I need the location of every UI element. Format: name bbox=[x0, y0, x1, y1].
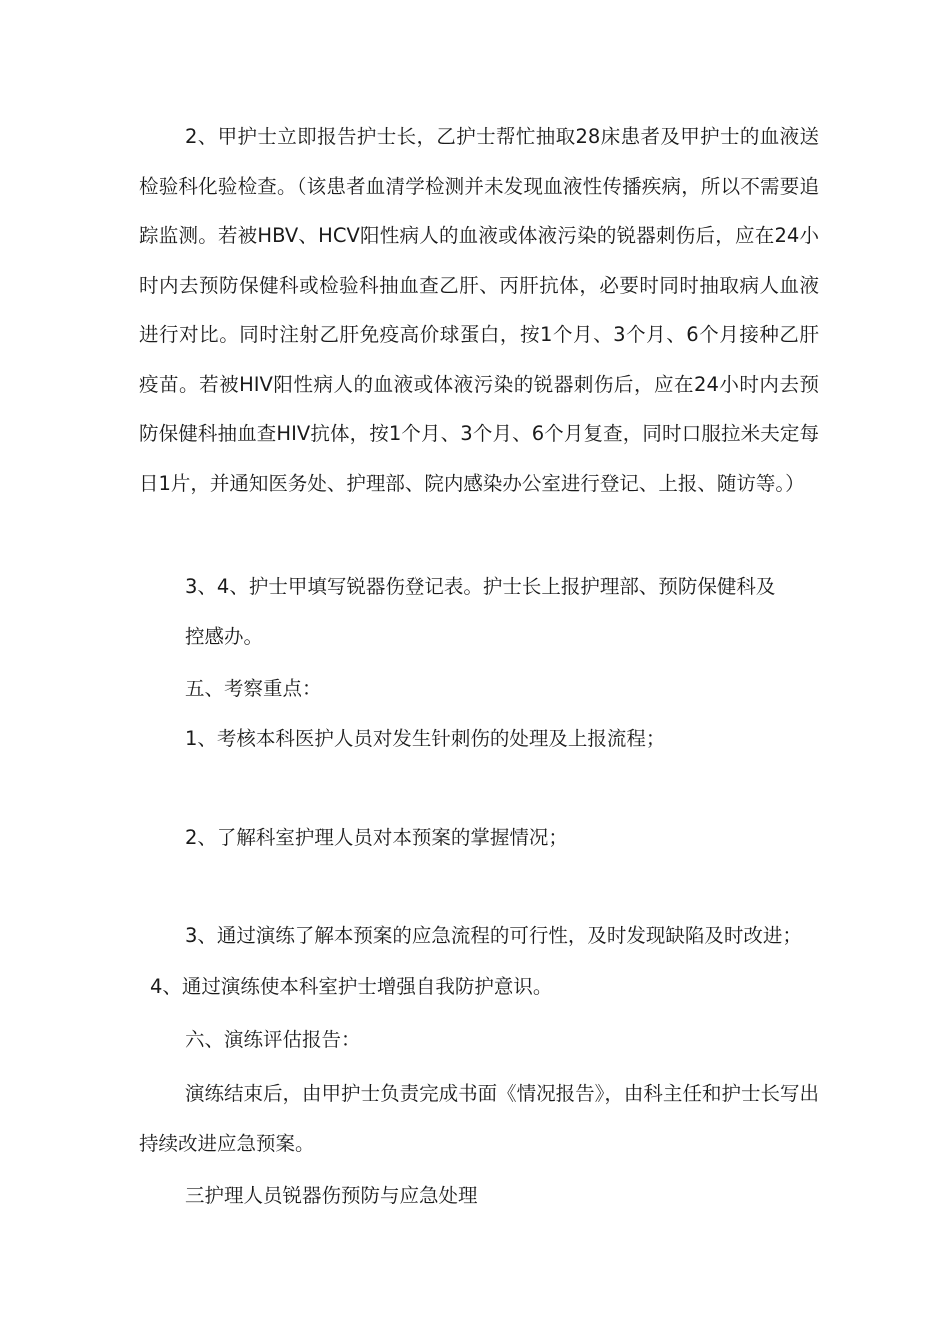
key-point-2: 2、了解科室护理人员对本预案的掌握情况； bbox=[185, 826, 568, 849]
paragraph-evaluation-report: 演练结束后，由甲护士负责完成书面《情况报告》，由科主任和护士长写出持续改进应急预案。 bbox=[139, 1082, 819, 1155]
section-heading-evaluation-report: 六、演练评估报告： bbox=[185, 1028, 361, 1051]
section-heading-key-points: 五、考察重点： bbox=[185, 677, 322, 700]
paragraph-blood-test-procedure: 2、甲护士立即报告护士长，乙护士帮忙抽取28床患者及甲护士的血液送检验科化验检查。（该患者血清学检测并未发现血液性传播疾病，所以不需要追踪监测。若被HBV、HCV阳性病人的血液或体液污染的锐器刺伤后，应在24小时内去预防保健科或检验科抽血查乙肝、丙肝抗体，必要时同时抽取病人血液进行对比。同时注射乙肝免疫高价球蛋白，按1个月、3个月、6个月接种乙肝疫苗。若被HIV阳性病人的血液或体液污染的锐器刺伤后，应在24小时内去预防保健科抽血查HIV抗体，按1个月、3个月、6个月复查，同时口服拉米夫定每日1片，并通知医务处、护理部、院内感染办公室进行登记、上报、随访等。） bbox=[139, 125, 819, 495]
paragraph-registration bbox=[139, 562, 819, 661]
paragraph-registration-line-2: 控感办。 bbox=[185, 624, 264, 648]
section-heading-sharps-injury: 三护理人员锐器伤预防与应急处理 bbox=[185, 1184, 478, 1207]
paragraph-registration-line-1: 3、4、护士甲填写锐器伤登记表。护士长上报护理部、预防保健科及 bbox=[185, 575, 776, 598]
key-point-4: 4、通过演练使本科室护士增强自我防护意识。 bbox=[150, 975, 553, 998]
key-point-3: 3、通过演练了解本预案的应急流程的可行性，及时发现缺陷及时改进； bbox=[185, 924, 802, 947]
key-point-1: 1、考核本科医护人员对发生针刺伤的处理及上报流程； bbox=[185, 727, 666, 750]
